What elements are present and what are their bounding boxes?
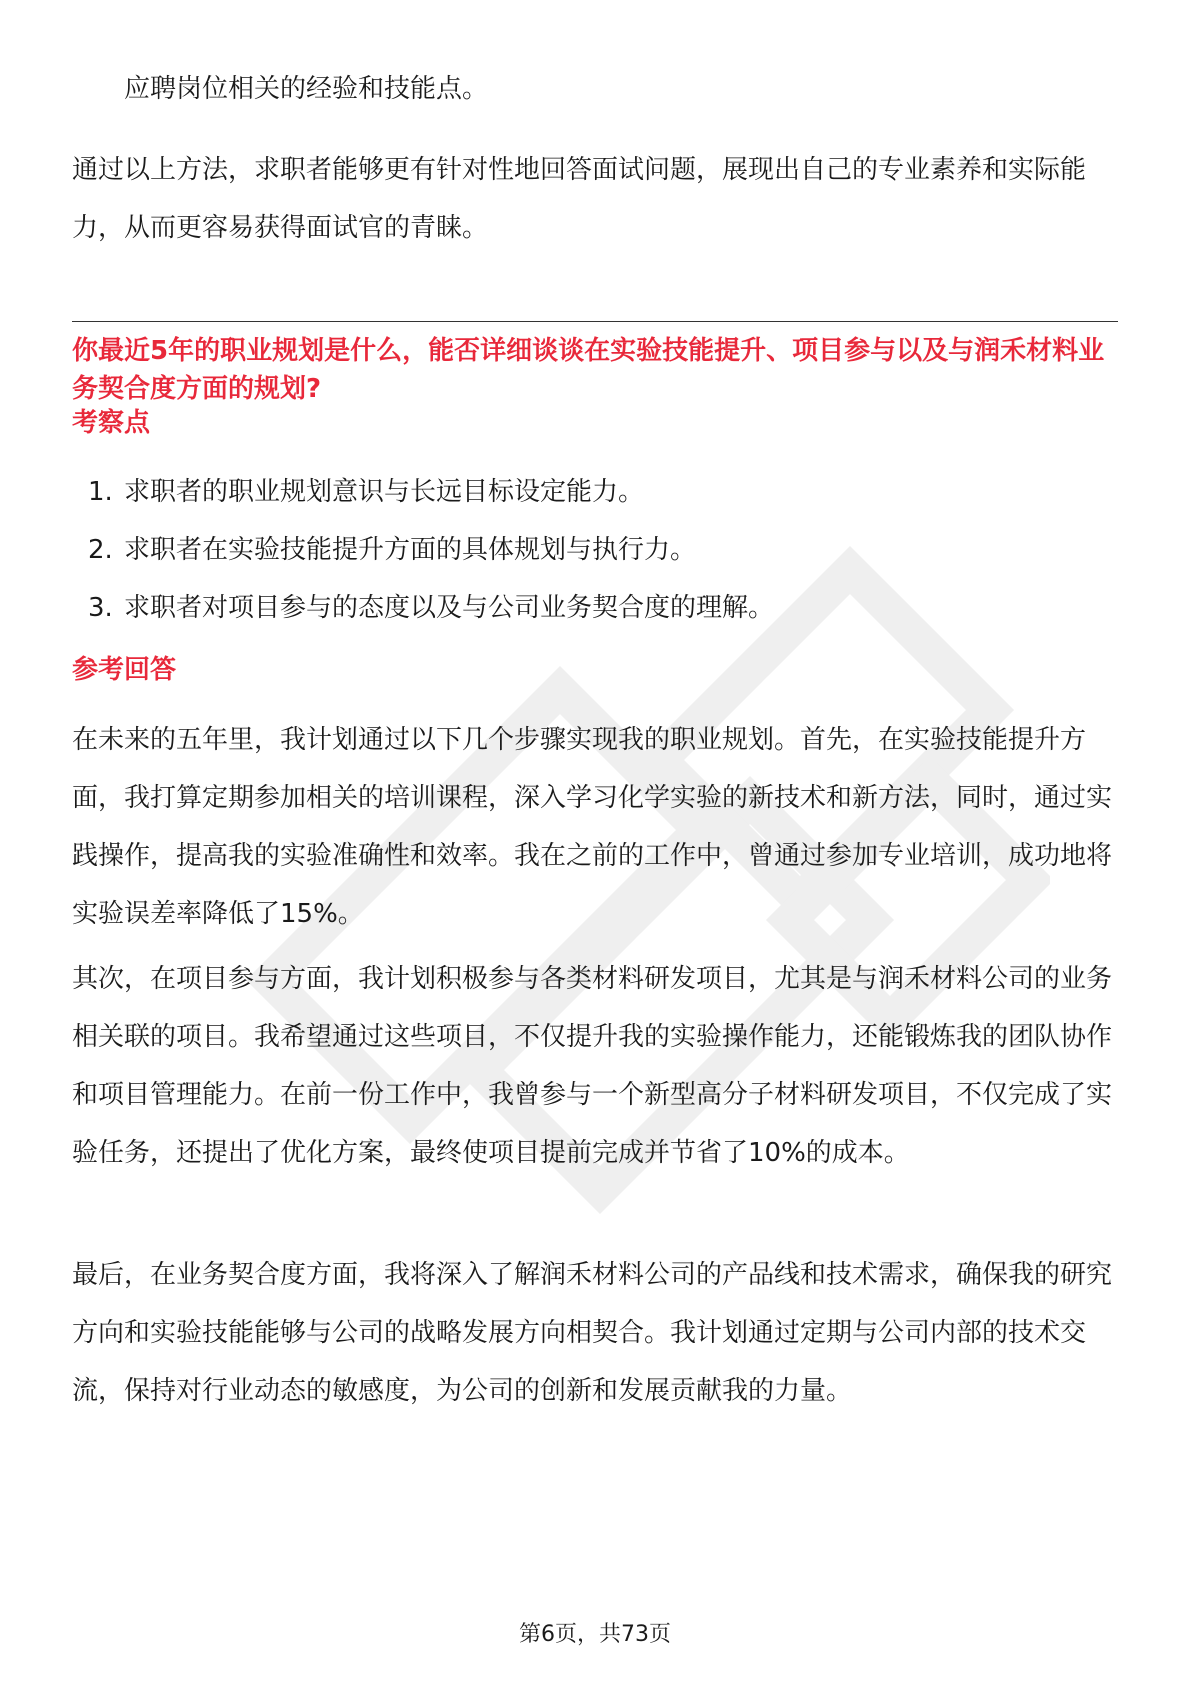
assessment-item: 2. 求职者在实验技能提升方面的具体规划与执行力。 [88, 535, 697, 565]
answer-paragraph-1: 在未来的五年里，我计划通过以下几个步骤实现我的职业规划。首先，在实验技能提升方面，我打算定期参加相关的培训课程，深入学习化学实验的新技术和新方法，同时，通过实践操作，提高我的实验准确性和效率。我在之前的工作中，曾通过参加专业培训，成功地将实验误差率降低了15%。 [72, 725, 1113, 929]
answer-paragraph-2: 其次，在项目参与方面，我计划积极参与各类材料研发项目，尤其是与润禾材料公司的业务相关联的项目。我希望通过这些项目，不仅提升我的实验操作能力，还能锻炼我的团队协作和项目管理能力。在前一份工作中，我曾参与一个新型高分子材料研发项目，不仅完成了实验任务，还提出了优化方案，最终使项目提前完成并节省了10%的成本。 [72, 964, 1113, 1168]
answer-paragraph-3: 最后，在业务契合度方面，我将深入了解润禾材料公司的产品线和技术需求，确保我的研究方向和实验技能能够与公司的战略发展方向相契合。我计划通过定期与公司内部的技术交流，保持对行业动态的敏感度，为公司的创新和发展贡献我的力量。 [72, 1260, 1113, 1406]
assessment-item: 3. 求职者对项目参与的态度以及与公司业务契合度的理解。 [88, 593, 775, 623]
assessment-item: 1. 求职者的职业规划意识与长远目标设定能力。 [88, 477, 645, 507]
interview-question: 你最近5年的职业规划是什么，能否详细谈谈在实验技能提升、项目参与以及与润禾材料业务契合度方面的规划? [72, 336, 1105, 404]
continuation-line: 应聘岗位相关的经验和技能点。 [124, 74, 489, 104]
answer-title: 参考回答 [72, 655, 177, 685]
page-footer: 第6页，共73页 [519, 1622, 671, 1647]
assessment-title: 考察点 [72, 408, 151, 438]
assessment-list [72, 463, 1118, 637]
summary-paragraph: 通过以上方法，求职者能够更有针对性地回答面试问题，展现出自己的专业素养和实际能力，从而更容易获得面试官的青睐。 [72, 155, 1087, 243]
section-divider [72, 321, 1118, 322]
